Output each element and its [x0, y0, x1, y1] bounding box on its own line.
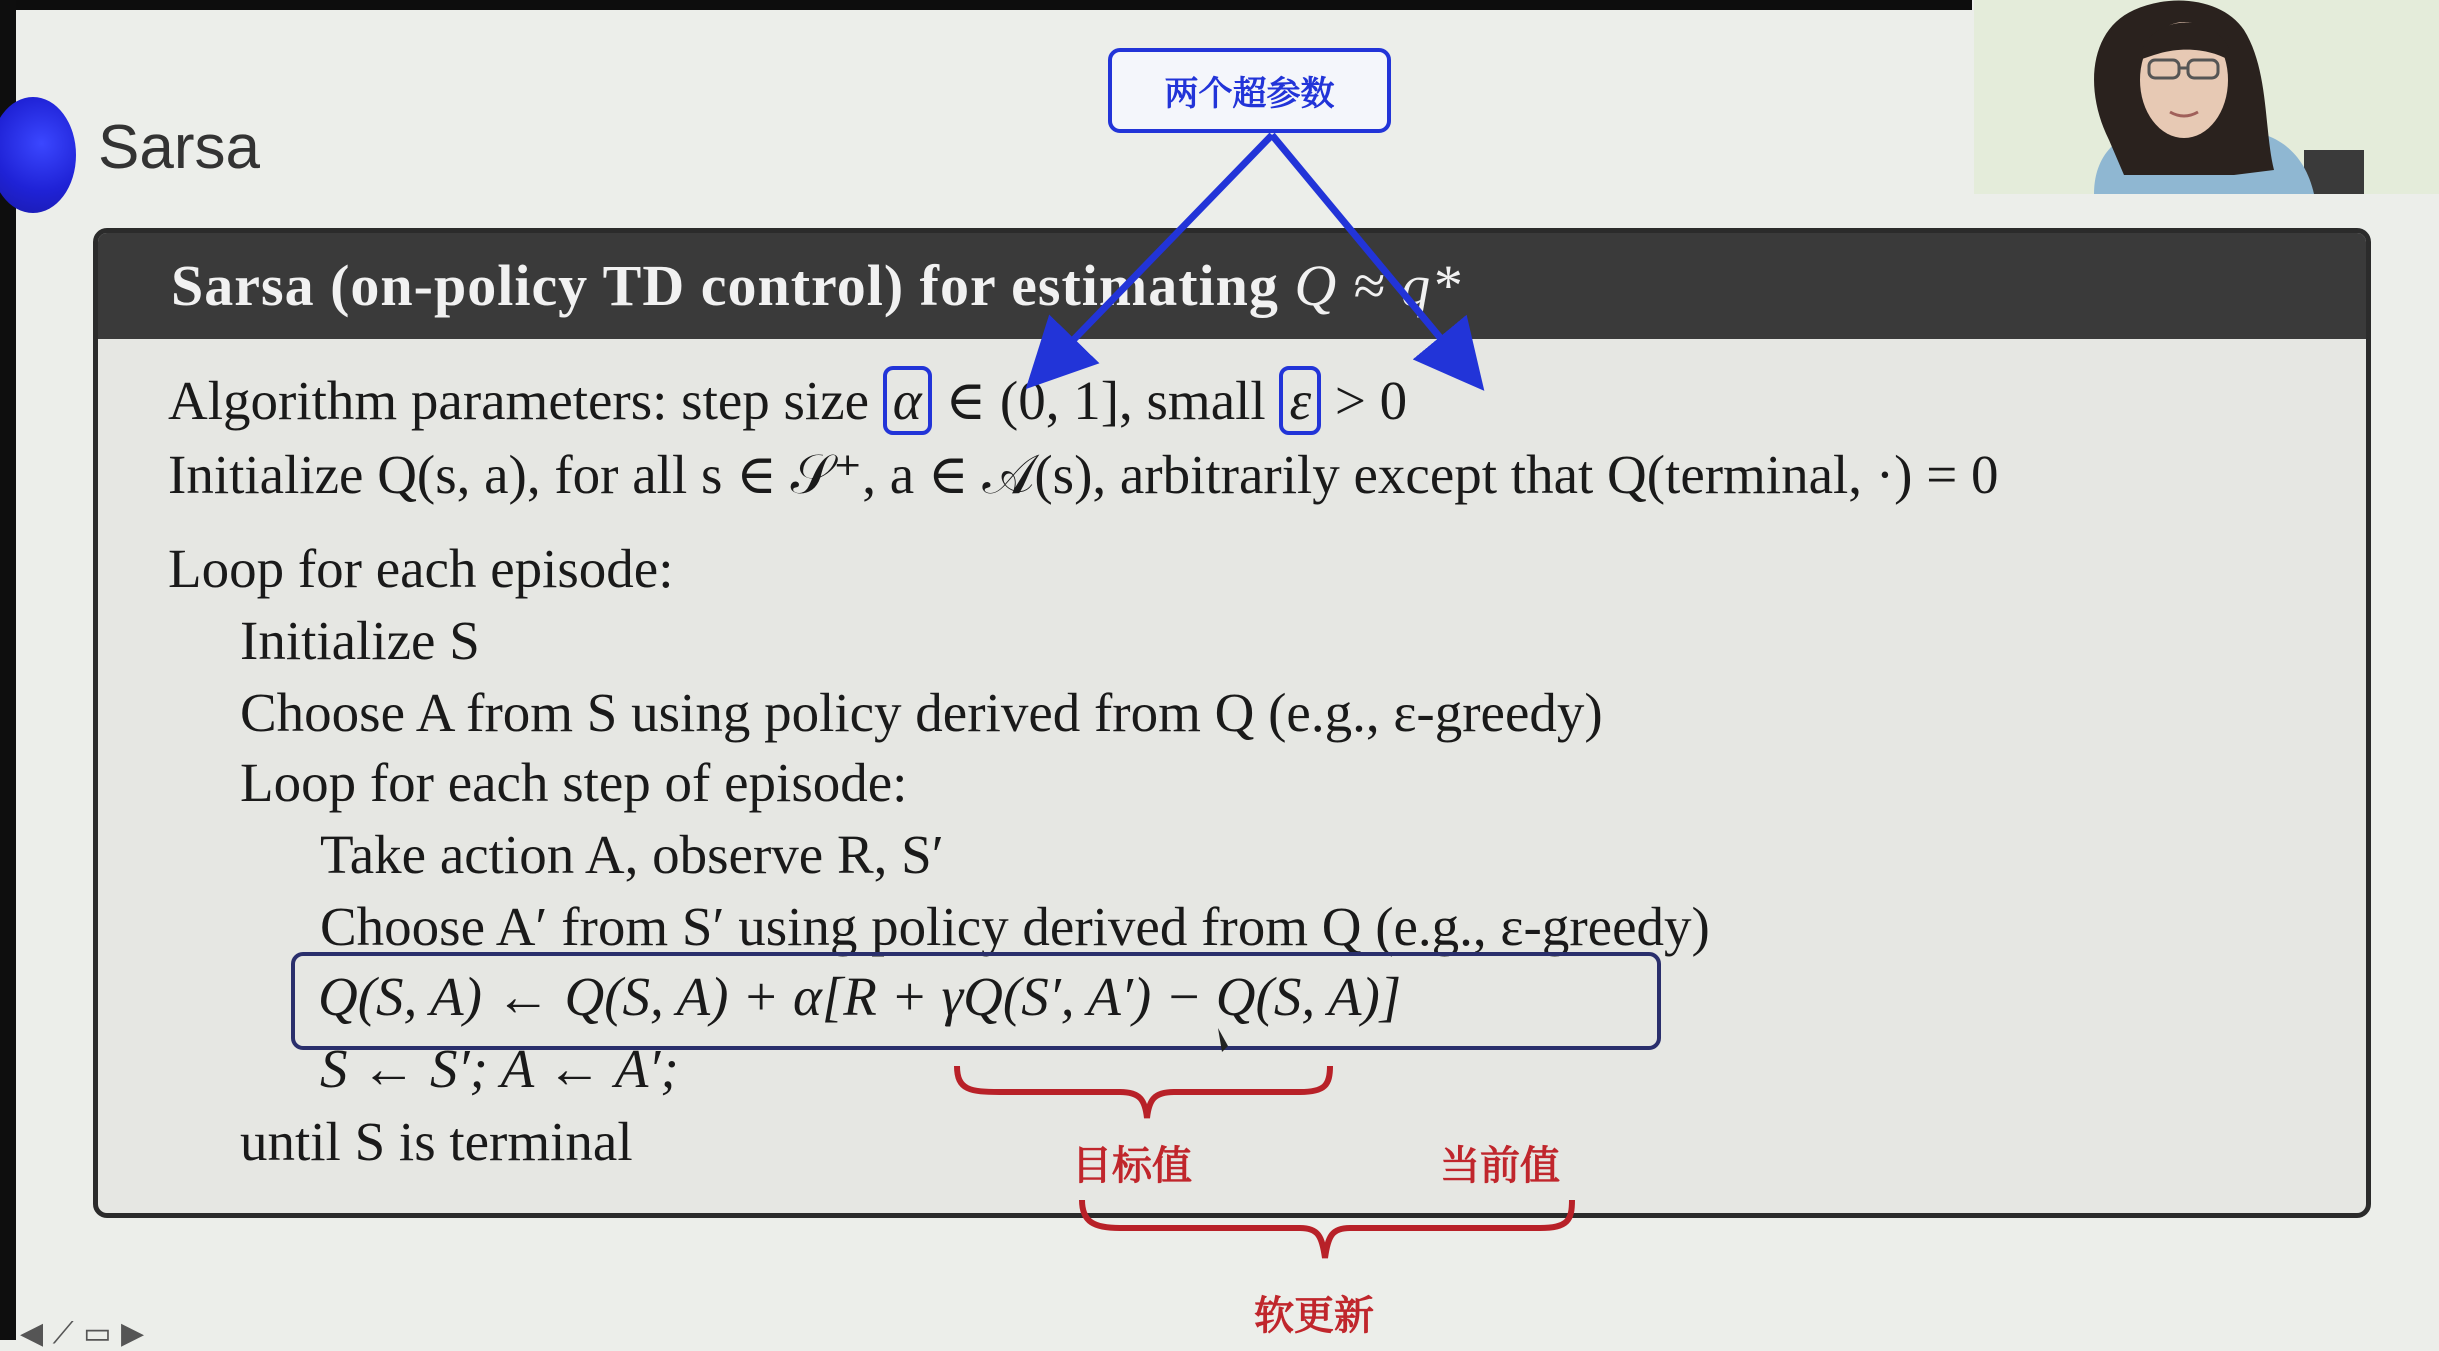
algorithm-header-text: Sarsa (on-policy TD control) for estimating [171, 253, 1295, 318]
arrow-to-epsilon-icon [1272, 135, 1462, 364]
until-line: until S is terminal [240, 1111, 633, 1172]
assign-line: S ← S′; A ← A′; [320, 1038, 679, 1099]
choose-a-prime-line: Choose A′ from S′ using policy derived from Q (e.g., ε-greedy) [320, 896, 1710, 957]
alpha-param: α [883, 366, 932, 435]
choose-a-line: Choose A from S using policy derived from Q (e.g., ε-greedy) [240, 682, 1603, 743]
init-line: Initialize Q(s, a), for all s ∈ 𝒮⁺, a ∈ 𝒜(s), arbitrarily except that Q(terminal, ·) = 0 [168, 444, 1999, 505]
current-value-label: 当前值 [1440, 1143, 1560, 1189]
params-text-a: Algorithm parameters: step size [168, 370, 883, 431]
params-text-b: ∈ (0, 1], small [931, 370, 1280, 431]
slide-title: Sarsa [98, 113, 260, 182]
target-value-label: 目标值 [1072, 1143, 1192, 1189]
mouse-cursor-icon [1218, 1028, 1228, 1052]
epsilon-param: ε [1279, 366, 1321, 435]
hyperparams-callout: 两个超参数 [1108, 48, 1391, 133]
arrow-to-alpha-icon [1050, 135, 1272, 364]
target-brace-icon [957, 1066, 1330, 1118]
init-s-line: Initialize S [240, 610, 480, 671]
slide-nav-icons[interactable]: ◀ ⟋ ▭ ▶ [20, 1316, 145, 1351]
params-text-c: > 0 [1321, 370, 1408, 431]
update-rule-line: Q(S, A) ← Q(S, A) + α[R + γQ(S′, A′) − Q(S, A)] [318, 966, 1402, 1027]
loop-episode-line: Loop for each episode: [168, 538, 674, 599]
algorithm-header-math: Q ≈ q* [1294, 253, 1462, 318]
soft-update-brace-icon [1082, 1200, 1572, 1258]
soft-update-label: 软更新 [1254, 1293, 1374, 1339]
loop-step-line: Loop for each step of episode: [240, 752, 908, 813]
take-action-line: Take action A, observe R, S′ [320, 824, 944, 885]
